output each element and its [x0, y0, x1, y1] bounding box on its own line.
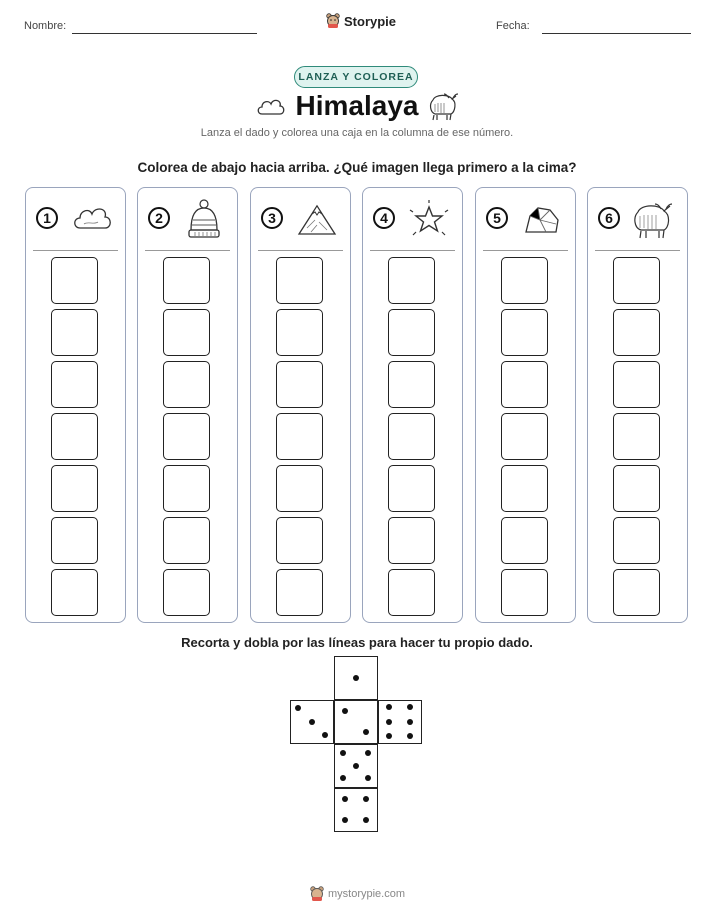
color-box — [613, 517, 660, 564]
footer — [310, 886, 405, 902]
column-header — [588, 188, 687, 250]
color-box — [51, 569, 98, 616]
yak-icon — [425, 90, 461, 122]
column-5 — [475, 187, 576, 623]
die-pip — [322, 732, 328, 738]
column-number: 6 — [598, 207, 620, 229]
color-box — [276, 361, 323, 408]
color-box — [501, 257, 548, 304]
storypie-bear-icon — [326, 13, 340, 29]
date-line — [542, 33, 691, 34]
color-box — [501, 309, 548, 356]
column-number: 2 — [148, 207, 170, 229]
die-pip — [340, 775, 346, 781]
color-box — [163, 361, 210, 408]
date-label: Fecha: — [496, 20, 530, 32]
die-pip — [386, 704, 392, 710]
column-number: 5 — [486, 207, 508, 229]
color-box — [613, 569, 660, 616]
color-box — [276, 517, 323, 564]
divider — [33, 250, 118, 251]
storypie-bear-icon — [310, 886, 324, 902]
color-box — [501, 361, 548, 408]
divider — [595, 250, 680, 251]
die-pip — [342, 708, 348, 714]
column-3 — [250, 187, 351, 623]
color-box — [163, 465, 210, 512]
die-pip — [353, 675, 359, 681]
color-box — [388, 257, 435, 304]
divider — [145, 250, 230, 251]
color-box — [276, 257, 323, 304]
knit-hat-icon — [182, 198, 226, 242]
color-box — [51, 309, 98, 356]
subtitle: Lanza el dado y colorea una caja en la columna de ese número. — [200, 127, 514, 139]
color-box — [163, 569, 210, 616]
cloud-icon — [70, 198, 114, 242]
instruction: Colorea de abajo hacia arriba. ¿Qué imagen llega primero a la cima? — [137, 160, 577, 175]
color-box — [613, 361, 660, 408]
color-box — [163, 309, 210, 356]
die-face-3 — [290, 700, 334, 744]
die-pip — [407, 719, 413, 725]
color-box — [276, 465, 323, 512]
brand-logo — [326, 13, 396, 29]
color-box — [163, 517, 210, 564]
die-face-6 — [378, 700, 422, 744]
divider — [370, 250, 455, 251]
column-header — [251, 188, 350, 250]
cut-instruction: Recorta y dobla por las líneas para hacer tu propio dado. — [181, 635, 533, 650]
column-number: 4 — [373, 207, 395, 229]
die-pip — [353, 763, 359, 769]
color-box — [276, 569, 323, 616]
die-pip — [340, 750, 346, 756]
brand-name: Storypie — [344, 13, 397, 29]
color-box — [51, 517, 98, 564]
color-box — [501, 569, 548, 616]
color-box — [163, 413, 210, 460]
color-box — [51, 257, 98, 304]
color-box — [388, 569, 435, 616]
color-box — [613, 257, 660, 304]
color-box — [51, 413, 98, 460]
column-number: 1 — [36, 207, 58, 229]
die-pip — [365, 750, 371, 756]
divider — [258, 250, 343, 251]
die-pip — [407, 733, 413, 739]
column-6 — [587, 187, 688, 623]
color-box — [388, 361, 435, 408]
rock-icon — [520, 198, 564, 242]
yak-icon — [632, 198, 676, 242]
column-2 — [137, 187, 238, 623]
column-header — [138, 188, 237, 250]
die-face-1 — [334, 656, 378, 700]
color-box — [276, 413, 323, 460]
column-4 — [362, 187, 463, 623]
color-box — [388, 309, 435, 356]
die-face-5 — [334, 744, 378, 788]
footer-url: mystorypie.com — [328, 888, 406, 900]
die-pip — [407, 704, 413, 710]
color-box — [388, 517, 435, 564]
die-face-4 — [334, 788, 378, 832]
color-box — [51, 361, 98, 408]
die-face-2 — [334, 700, 378, 744]
activity-badge: LANZA Y COLOREA — [294, 66, 418, 88]
column-header — [26, 188, 125, 250]
color-box — [276, 309, 323, 356]
die-pip — [309, 719, 315, 725]
column-1 — [25, 187, 126, 623]
die-pip — [363, 817, 369, 823]
page-title: Himalaya — [295, 90, 419, 121]
color-box — [51, 465, 98, 512]
die-pip — [363, 729, 369, 735]
column-header — [363, 188, 462, 250]
name-line — [72, 33, 257, 34]
column-header — [476, 188, 575, 250]
color-box — [388, 413, 435, 460]
color-box — [501, 465, 548, 512]
die-pip — [386, 719, 392, 725]
star-icon — [407, 198, 451, 242]
color-box — [388, 465, 435, 512]
die-pip — [365, 775, 371, 781]
die-pip — [386, 733, 392, 739]
die-pip — [342, 796, 348, 802]
mountain-icon — [295, 198, 339, 242]
column-number: 3 — [261, 207, 283, 229]
color-box — [501, 517, 548, 564]
color-box — [613, 465, 660, 512]
die-pip — [363, 796, 369, 802]
color-box — [613, 413, 660, 460]
name-label: Nombre: — [24, 20, 67, 32]
color-box — [163, 257, 210, 304]
color-box — [501, 413, 548, 460]
die-pip — [342, 817, 348, 823]
color-box — [613, 309, 660, 356]
divider — [483, 250, 568, 251]
die-pip — [295, 705, 301, 711]
